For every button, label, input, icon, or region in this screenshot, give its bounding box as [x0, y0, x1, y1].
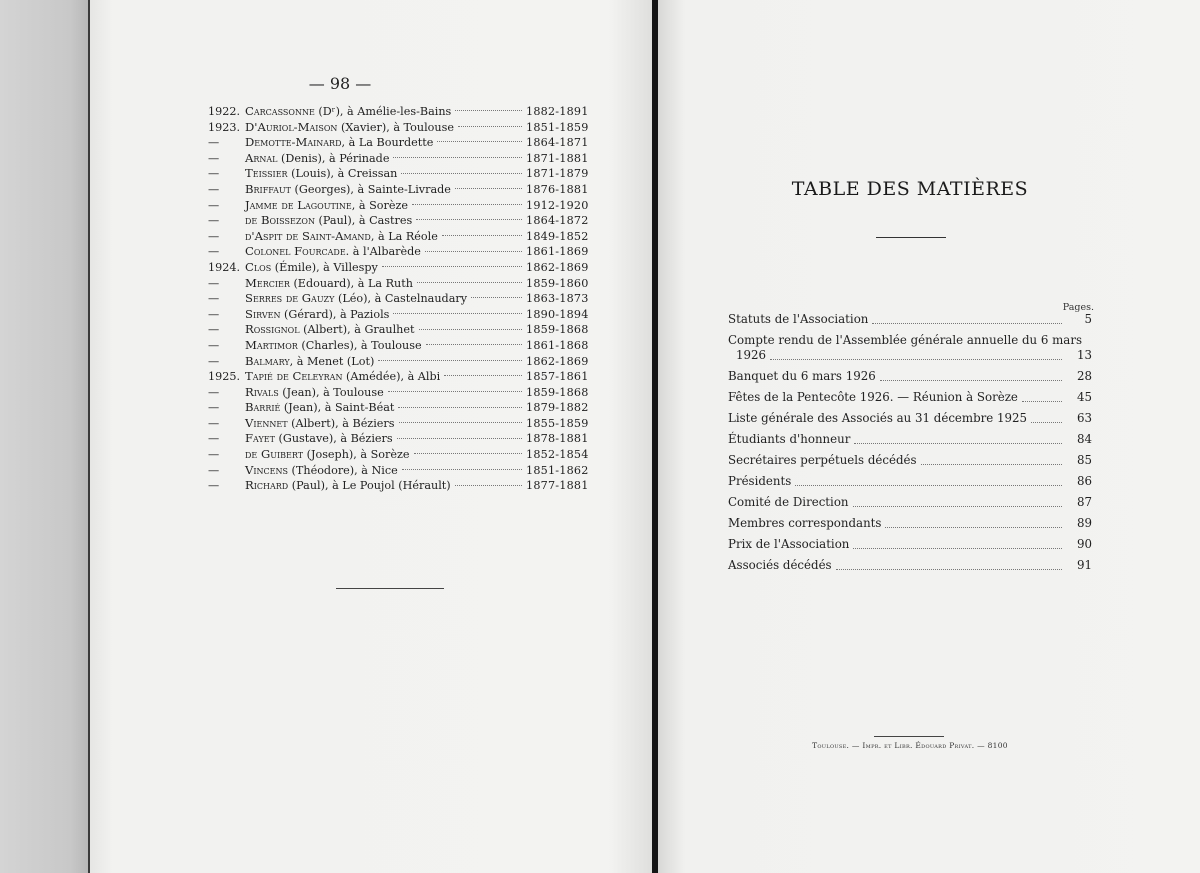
entry-name	[245, 369, 440, 385]
dot-leader	[885, 526, 1062, 528]
entry-name	[245, 385, 384, 401]
toc-entry	[728, 474, 1092, 489]
entry-year: —	[208, 323, 220, 337]
dot-leader	[412, 203, 522, 205]
entry-details: (Gustave), à Béziers	[274, 432, 393, 446]
entry-surname: Jamme de Lagoutine	[245, 197, 352, 212]
toc-page-number: 84	[1076, 432, 1092, 446]
toc-page-number: 89	[1076, 516, 1092, 530]
entry-details: , à La Bourdette	[341, 136, 434, 150]
toc-entry	[728, 558, 1092, 573]
dot-leader	[382, 265, 522, 267]
toc-page-number: 87	[1076, 495, 1092, 509]
entry-surname: Teissier	[245, 166, 288, 181]
table-of-contents	[728, 312, 1092, 579]
entry-name	[245, 182, 451, 198]
toc-entry	[728, 453, 1092, 468]
entry-details: (Jean), à Toulouse	[278, 385, 384, 399]
toc-label-continuation: 1926	[736, 348, 767, 362]
toc-entry-continuation	[728, 348, 1092, 363]
dot-leader	[795, 484, 1062, 486]
list-item	[208, 150, 589, 167]
dot-leader	[1031, 421, 1062, 423]
list-item	[208, 431, 589, 447]
entry-details: (Georges), à Sainte-Livrade	[290, 182, 451, 196]
entry-name	[245, 244, 421, 260]
dot-leader	[393, 156, 522, 158]
entry-name	[245, 135, 433, 151]
dot-leader	[401, 172, 522, 174]
title-rule	[876, 237, 946, 238]
list-item	[208, 447, 589, 463]
entry-surname: Sirven	[245, 306, 281, 321]
entry-details: , à Sorèze	[351, 198, 409, 212]
entry-surname: Clos	[245, 259, 272, 274]
list-item	[208, 259, 589, 276]
entry-surname: Rossignol	[245, 322, 300, 337]
dot-leader	[854, 442, 1062, 444]
entry-name	[245, 322, 415, 338]
entry-details: (Théodore), à Nice	[287, 463, 398, 477]
entry-year: —	[208, 151, 220, 165]
dot-leader	[853, 505, 1062, 507]
toc-label: Liste générale des Associés au 31 décembre 1925	[728, 411, 1028, 425]
list-item	[208, 104, 589, 120]
dot-leader	[442, 234, 522, 236]
entry-dates: 1871-1881	[526, 151, 589, 165]
entry-dates: 1864-1871	[526, 136, 589, 150]
entry-name	[245, 276, 413, 292]
entry-surname: Briffaut	[245, 181, 291, 196]
toc-label: Étudiants d'honneur	[728, 432, 851, 446]
toc-entry	[728, 516, 1092, 531]
dot-leader	[880, 379, 1062, 381]
dot-leader	[853, 547, 1062, 549]
entry-dates: 1859-1868	[526, 385, 589, 399]
list-item	[208, 353, 589, 370]
entry-year: 1923.	[208, 120, 241, 134]
dot-leader	[388, 390, 522, 392]
dot-leader	[378, 359, 522, 361]
entry-dates: 1862-1869	[526, 260, 589, 274]
entry-name	[245, 431, 393, 447]
toc-label: Secrétaires perpétuels décédés	[728, 453, 917, 467]
entry-dates: 1912-1920	[526, 198, 589, 212]
entry-name	[245, 151, 389, 167]
dot-leader	[397, 437, 522, 439]
entry-details: (Charles), à Toulouse	[297, 338, 422, 352]
entry-dates: 1864-1872	[526, 214, 589, 228]
dot-leader	[1022, 400, 1062, 402]
entry-year: —	[208, 307, 220, 321]
dot-leader	[416, 218, 522, 220]
entry-surname: Vincens	[245, 462, 288, 477]
entry-details: (Albert), à Béziers	[287, 416, 395, 430]
dot-leader	[872, 322, 1062, 324]
entry-year: —	[208, 136, 220, 150]
list-item	[208, 462, 589, 479]
entry-dates: 1857-1861	[526, 370, 589, 384]
entry-year: —	[208, 229, 220, 243]
entry-year: 1924.	[208, 260, 241, 274]
entry-dates: 1871-1879	[526, 167, 589, 181]
entry-details: (Amédée), à Albi	[342, 370, 441, 384]
entry-dates: 1851-1862	[526, 463, 589, 477]
entry-name	[245, 400, 394, 416]
dot-leader	[458, 125, 522, 127]
entry-dates: 1878-1881	[526, 432, 589, 446]
list-item	[208, 384, 589, 401]
entry-dates: 1849-1852	[526, 229, 589, 243]
entry-details: , à La Réole	[370, 229, 438, 243]
entry-year: —	[208, 385, 220, 399]
entry-year: —	[208, 276, 220, 290]
list-item	[208, 213, 589, 229]
entry-dates: 1877-1881	[526, 479, 589, 493]
entry-year: —	[208, 463, 220, 477]
dot-leader	[393, 312, 522, 314]
toc-page-number: 86	[1076, 474, 1092, 488]
entry-name	[245, 104, 451, 120]
dot-leader	[419, 328, 523, 330]
entry-name	[245, 354, 374, 370]
entry-surname: Martimor	[245, 337, 298, 352]
list-item	[208, 181, 589, 198]
entry-details: (Denis), à Périnade	[277, 151, 390, 165]
entry-year: —	[208, 182, 220, 196]
entry-dates: 1855-1859	[526, 416, 589, 430]
entry-year: —	[208, 245, 220, 259]
entry-year: —	[208, 401, 220, 415]
entry-surname: D'Auriol-Maison	[245, 119, 338, 134]
entry-year: —	[208, 292, 220, 306]
entry-dates: 1861-1868	[526, 338, 589, 352]
entry-details: (Émile), à Villespy	[271, 260, 378, 274]
dot-leader	[455, 484, 522, 486]
toc-page-number: 85	[1076, 453, 1092, 467]
entry-dates: 1890-1894	[526, 307, 589, 321]
list-item	[208, 306, 589, 323]
toc-entry	[728, 537, 1092, 552]
list-item	[208, 275, 589, 292]
members-list	[208, 104, 589, 494]
entry-details: (Léo), à Castelnaudary	[334, 292, 468, 306]
entry-details: (Dʳ), à Amélie-les-Bains	[314, 105, 452, 118]
printer-rule	[874, 736, 944, 737]
entry-surname: de Boissezon	[245, 213, 315, 228]
entry-name	[245, 229, 438, 245]
toc-page-number: 63	[1076, 411, 1092, 425]
list-item	[208, 244, 589, 260]
entry-dates: 1879-1882	[526, 401, 589, 415]
entry-name	[245, 478, 451, 494]
entry-dates: 1851-1859	[526, 120, 589, 134]
dot-leader	[444, 374, 522, 376]
entry-name	[245, 166, 397, 182]
entry-surname: Serres de Gauzy	[245, 291, 335, 306]
list-item	[208, 478, 589, 494]
list-item	[208, 400, 589, 416]
entry-dates: 1859-1868	[526, 323, 589, 337]
toc-label: Prix de l'Association	[728, 537, 850, 551]
entry-name	[245, 463, 398, 479]
entry-details: (Albert), à Graulhet	[299, 323, 415, 337]
dot-leader	[399, 421, 523, 423]
page-number: — 98 —	[308, 74, 372, 93]
entry-name	[245, 291, 467, 307]
entry-details: , à Menet (Lot)	[289, 354, 375, 368]
scanner-edge	[0, 0, 88, 873]
entry-name	[245, 260, 378, 276]
dot-leader	[455, 187, 522, 189]
entry-name	[245, 416, 395, 432]
entry-details: (Xavier), à Toulouse	[337, 120, 454, 134]
toc-label: Fêtes de la Pentecôte 1926. — Réunion à Sorèze	[728, 390, 1018, 404]
entry-surname: Demotte-Mainard	[245, 135, 342, 150]
toc-entry	[728, 369, 1092, 384]
entry-name	[245, 198, 408, 214]
entry-year: —	[208, 354, 220, 368]
entry-surname: de Guibert	[245, 447, 304, 462]
dot-leader	[770, 358, 1062, 360]
dot-leader	[417, 281, 522, 283]
list-item	[208, 291, 589, 307]
entry-surname: Richard	[245, 478, 289, 493]
entry-surname: Arnal	[245, 150, 278, 165]
toc-entry	[728, 390, 1092, 405]
entry-year: 1922.	[208, 105, 241, 118]
toc-label: Membres correspondants	[728, 516, 882, 530]
dot-leader	[402, 468, 522, 470]
entry-surname: Rivals	[245, 384, 279, 399]
toc-label: Banquet du 6 mars 1926	[728, 369, 876, 383]
entry-year: —	[208, 167, 220, 181]
entry-surname: Mercier	[245, 275, 290, 290]
entry-dates: 1876-1881	[526, 182, 589, 196]
entry-details: (Paul), à Le Poujol (Hérault)	[288, 479, 451, 493]
entry-year: —	[208, 448, 220, 462]
list-item	[208, 369, 589, 385]
toc-title: TABLE DES MATIÈRES	[791, 178, 1029, 200]
entry-name	[245, 213, 412, 229]
end-rule	[336, 588, 444, 589]
toc-label: Compte rendu de l'Assemblée générale annuelle du 6 mars	[728, 333, 1083, 347]
entry-details: (Joseph), à Sorèze	[303, 448, 410, 462]
entry-details: (Edouard), à La Ruth	[289, 276, 413, 290]
entry-dates: 1861-1869	[526, 245, 589, 259]
entry-dates: 1852-1854	[526, 448, 589, 462]
toc-label: Présidents	[728, 474, 792, 488]
entry-details: (Gérard), à Paziols	[280, 307, 390, 321]
list-item	[208, 322, 589, 338]
entry-dates: 1859-1860	[526, 276, 589, 290]
entry-surname: Barrié	[245, 400, 281, 415]
entry-details: (Louis), à Creissan	[287, 167, 398, 181]
list-item	[208, 415, 589, 432]
entry-year: —	[208, 214, 220, 228]
entry-name	[245, 447, 410, 463]
entry-surname: Carcassonne	[245, 104, 315, 118]
entry-surname: Fayet	[245, 431, 275, 446]
entry-name	[245, 307, 389, 323]
entry-name	[245, 120, 454, 136]
dot-leader	[425, 250, 522, 252]
dot-leader	[471, 296, 522, 298]
toc-page-number: 45	[1076, 390, 1092, 404]
toc-entry	[728, 411, 1092, 426]
dot-leader	[437, 140, 522, 142]
entry-surname: Tapié de Celeyran	[245, 369, 343, 384]
dot-leader	[455, 109, 522, 111]
entry-year: —	[208, 479, 220, 493]
dot-leader	[414, 452, 522, 454]
list-item	[208, 166, 589, 182]
dot-leader	[836, 568, 1062, 570]
entry-surname: Viennet	[245, 415, 288, 430]
entry-surname: d'Aspit de Saint-Amand	[245, 228, 371, 243]
entry-year: —	[208, 432, 220, 446]
entry-surname: Balmary	[245, 353, 290, 368]
dot-leader	[426, 343, 522, 345]
toc-entry	[728, 432, 1092, 447]
list-item	[208, 135, 589, 151]
list-item	[208, 337, 589, 354]
dot-leader	[398, 406, 522, 408]
toc-entry	[728, 495, 1092, 510]
entry-name	[245, 338, 422, 354]
pages-column-label: Pages.	[1062, 302, 1094, 313]
entry-year: 1925.	[208, 370, 241, 384]
entry-details: (Jean), à Saint-Béat	[280, 401, 395, 415]
entry-dates: 1862-1869	[526, 354, 589, 368]
entry-dates: 1882-1891	[526, 105, 589, 118]
list-item	[208, 228, 589, 245]
entry-surname: Colonel Fourcade	[245, 244, 346, 259]
toc-page-number: 90	[1076, 537, 1092, 551]
toc-page-number: 28	[1076, 369, 1092, 383]
toc-label: Comité de Direction	[728, 495, 849, 509]
toc-entry	[728, 312, 1092, 327]
toc-label: Associés décédés	[728, 558, 832, 572]
toc-entry	[728, 333, 1092, 348]
list-item	[208, 119, 589, 136]
dot-leader	[921, 463, 1062, 465]
toc-page-number: 91	[1076, 558, 1092, 572]
list-item	[208, 197, 589, 214]
entry-details: (Paul), à Castres	[314, 214, 413, 228]
toc-page-number: 13	[1076, 348, 1092, 362]
entry-year: —	[208, 198, 220, 212]
toc-page-number: 5	[1084, 312, 1092, 326]
entry-details: . à l'Albarède	[345, 245, 421, 259]
toc-label: Statuts de l'Association	[728, 312, 869, 326]
entry-year: —	[208, 416, 220, 430]
printer-imprint: Toulouse. — Impr. et Libr. Édouard Privat. — 8100	[812, 741, 1008, 750]
entry-year: —	[208, 338, 220, 352]
entry-dates: 1863-1873	[526, 292, 589, 306]
